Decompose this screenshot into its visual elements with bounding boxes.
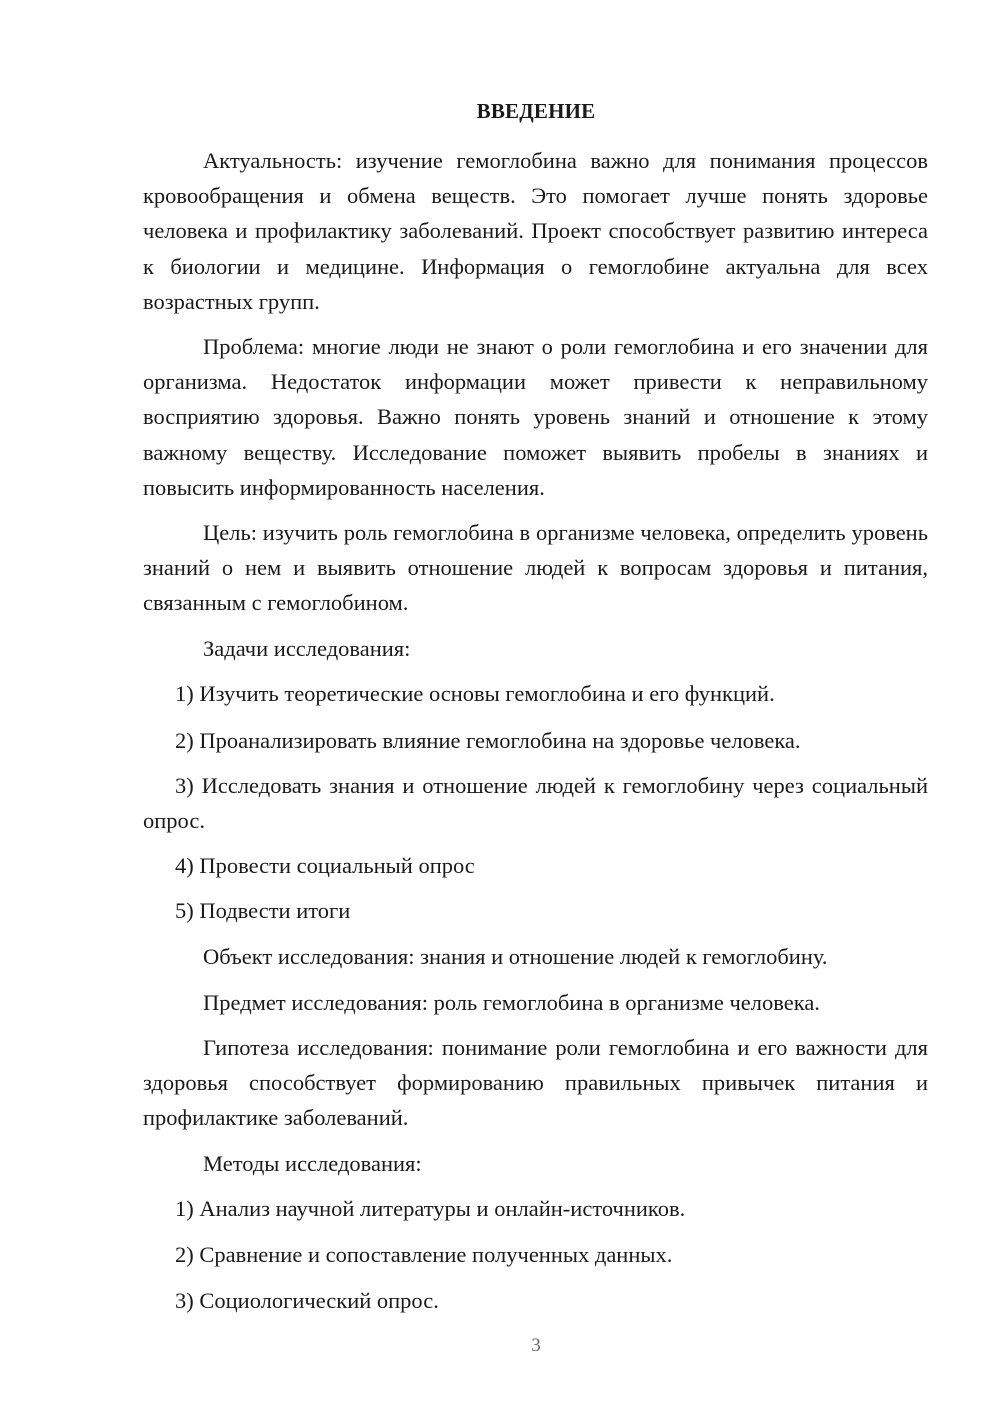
task-item: 3) Исследовать знания и отношение людей к гемоглобину через социальный опрос. <box>143 773 928 834</box>
tasks-heading: Задачи исследования: <box>203 636 411 661</box>
task-item-4-block <box>143 848 928 883</box>
research-subject: Предмет исследования: роль гемоглобина в организме человека. <box>203 990 820 1015</box>
methods-heading-block <box>143 1146 928 1181</box>
goal-paragraph: Цель: изучить роль гемоглобина в организме человека, определить уровень знаний о нем и выявить отношение людей к вопросам здоровья и питания, связанным с гемоглобином. <box>143 520 928 616</box>
object-block <box>143 939 928 974</box>
research-object: Объект исследования: знания и отношение людей к гемоглобину. <box>203 944 828 969</box>
tasks-heading-block <box>143 631 928 666</box>
task-item-1-block <box>143 676 928 711</box>
task-item-2-block <box>143 723 928 758</box>
goal-block <box>143 515 928 621</box>
task-item: 1) Изучить теоретические основы гемоглобина и его функций. <box>175 681 775 706</box>
subject-block <box>143 985 928 1020</box>
method-item: 2) Сравнение и сопоставление полученных данных. <box>175 1242 673 1267</box>
method-item: 1) Анализ научной литературы и онлайн-источников. <box>175 1196 686 1221</box>
relevance-paragraph: Актуальность: изучение гемоглобина важно для понимания процессов кровообращения и обмена веществ. Это помогает лучше понять здоровье человека и профилактику заболеваний. Проект способствует развитию интереса к биологии и медицине. Информация о гемоглобине актуальна для всех возрастных групп. <box>143 148 928 314</box>
task-item-3-block <box>143 768 928 838</box>
method-item: 3) Социологический опрос. <box>175 1288 439 1313</box>
hypothesis-paragraph: Гипотеза исследования: понимание роли гемоглобина и его важности для здоровья способствует формированию правильных привычек питания и профилактике заболеваний. <box>143 1035 928 1131</box>
hypothesis-block <box>143 1030 928 1136</box>
task-item: 5) Подвести итоги <box>175 898 351 923</box>
problem-paragraph: Проблема: многие люди не знают о роли гемоглобина и его значении для организма. Недостаток информации может привести к неправильному восприятию здоровья. Важно понять уровень знаний и отношение к этому важному веществу. Исследование поможет выявить пробелы в знаниях и повысить информированность населения. <box>143 334 928 500</box>
task-item: 4) Провести социальный опрос <box>175 853 475 878</box>
methods-heading: Методы исследования: <box>203 1151 422 1176</box>
page-number: 3 <box>531 1335 541 1356</box>
method-item-3-block <box>143 1283 928 1318</box>
task-item: 2) Проанализировать влияние гемоглобина на здоровье человека. <box>175 728 801 753</box>
relevance-block <box>143 143 928 319</box>
task-item-5-block <box>143 893 928 928</box>
problem-block <box>143 329 928 505</box>
method-item-1-block <box>143 1191 928 1226</box>
method-item-2-block <box>143 1237 928 1272</box>
page-title: ВВЕДЕНИЕ <box>476 99 596 123</box>
